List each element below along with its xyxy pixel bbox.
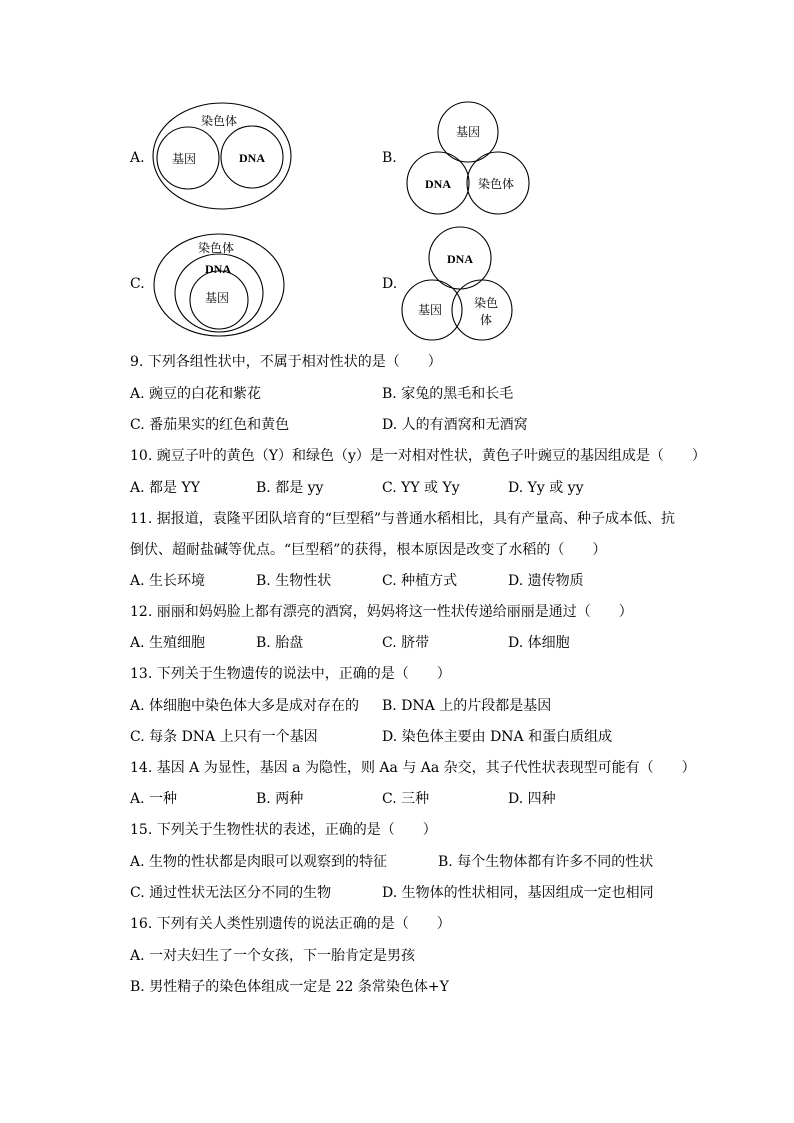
diagram-option-a-letter: A. <box>130 150 145 166</box>
question-9-option-b[interactable]: B. 家兔的黑毛和长毛 <box>382 386 514 402</box>
label-dna: DNA <box>425 177 451 191</box>
diagram-option-b <box>400 100 535 218</box>
question-11-option-d[interactable]: D. 遗传物质 <box>508 573 584 589</box>
question-9-stem: 9. 下列各组性状中，不属于相对性状的是（ ） <box>130 354 442 370</box>
question-9-option-c[interactable]: C. 番茄果实的红色和黄色 <box>130 417 290 433</box>
diagram-option-c-letter: C. <box>130 276 145 292</box>
question-12-option-d[interactable]: D. 体细胞 <box>508 635 570 651</box>
question-12-option-a[interactable]: A. 生殖细胞 <box>130 635 206 651</box>
question-13-option-c[interactable]: C. 每条 DNA 上只有一个基因 <box>130 729 318 745</box>
label-chromosome: 染色体 <box>478 177 515 191</box>
question-11-option-a[interactable]: A. 生长环境 <box>130 573 206 589</box>
question-14-option-d[interactable]: D. 四种 <box>508 791 556 807</box>
question-12-option-c[interactable]: C. 脐带 <box>382 635 430 651</box>
diagram-option-c <box>150 230 295 340</box>
question-11-option-b[interactable]: B. 生物性状 <box>256 573 332 589</box>
label-chromosome: 染色体 <box>201 114 238 128</box>
question-15-option-d[interactable]: D. 生物体的性状相同，基因组成一定也相同 <box>382 885 654 901</box>
question-9-option-d[interactable]: D. 人的有酒窝和无酒窝 <box>382 417 528 433</box>
question-15-option-a[interactable]: A. 生物的性状都是肉眼可以观察到的特征 <box>130 854 388 870</box>
question-14-stem: 14. 基因 A 为显性，基因 a 为隐性，则 Aa 与 Aa 杂交，其子代性状表现型可能有（ ） <box>130 760 696 776</box>
question-15-stem: 15. 下列关于生物性状的表述，正确的是（ ） <box>130 822 437 838</box>
label-gene: 基因 <box>205 291 230 305</box>
label-dna: DNA <box>205 262 231 276</box>
question-16-stem: 16. 下列有关人类性别遗传的说法正确的是（ ） <box>130 916 451 932</box>
question-10-option-c[interactable]: C. YY 或 Yy <box>382 480 460 496</box>
label-chromosome-line2: 体 <box>480 313 493 327</box>
chromosome-circle <box>452 280 512 340</box>
label-chromosome-line1: 染色 <box>474 296 499 310</box>
question-12-stem: 12. 丽丽和妈妈脸上都有漂亮的酒窝，妈妈将这一性状传递给丽丽是通过（ ） <box>130 604 633 620</box>
diagram-option-d-letter: D. <box>382 276 398 292</box>
diagram-option-d <box>400 225 520 343</box>
question-11-stem-line2: 倒伏、超耐盐碱等优点。“巨型稻”的获得，根本原因是改变了水稻的（ ） <box>130 542 607 558</box>
label-gene: 基因 <box>418 303 443 317</box>
question-15-option-b[interactable]: B. 每个生物体都有许多不同的性状 <box>438 854 654 870</box>
label-gene: 基因 <box>456 125 481 139</box>
question-13-option-b[interactable]: B. DNA 上的片段都是基因 <box>382 698 552 714</box>
question-16-option-a[interactable]: A. 一对夫妇生了一个女孩，下一胎肯定是男孩 <box>130 948 416 964</box>
question-10-option-b[interactable]: B. 都是 yy <box>256 480 324 496</box>
question-15-option-c[interactable]: C. 通过性状无法区分不同的生物 <box>130 885 332 901</box>
diagram-option-b-letter: B. <box>382 150 397 166</box>
diagram-option-a <box>150 100 300 215</box>
question-12-option-b[interactable]: B. 胎盘 <box>256 635 304 651</box>
label-dna: DNA <box>447 252 473 266</box>
question-10-option-d[interactable]: D. Yy 或 yy <box>508 480 584 496</box>
question-16-option-b[interactable]: B. 男性精子的染色体组成一定是 22 条常染色体+Y <box>130 979 449 995</box>
question-14-option-c[interactable]: C. 三种 <box>382 791 430 807</box>
question-14-option-b[interactable]: B. 两种 <box>256 791 304 807</box>
question-10-stem: 10. 豌豆子叶的黄色（Y）和绿色（y）是一对相对性状，黄色子叶豌豆的基因组成是（ ） <box>130 448 706 464</box>
question-13-option-d[interactable]: D. 染色体主要由 DNA 和蛋白质组成 <box>382 729 613 745</box>
question-9-option-a[interactable]: A. 豌豆的白花和紫花 <box>130 386 262 402</box>
question-13-option-a[interactable]: A. 体细胞中染色体大多是成对存在的 <box>130 698 360 714</box>
label-dna: DNA <box>239 151 265 165</box>
question-11-option-c[interactable]: C. 种植方式 <box>382 573 458 589</box>
question-10-option-a[interactable]: A. 都是 YY <box>130 480 200 496</box>
question-11-stem-line1: 11. 据报道，袁隆平团队培育的“巨型稻”与普通水稻相比，具有产量高、种子成本低、抗 <box>130 511 676 527</box>
question-14-option-a[interactable]: A. 一种 <box>130 791 178 807</box>
question-13-stem: 13. 下列关于生物遗传的说法中，正确的是（ ） <box>130 666 451 682</box>
label-gene: 基因 <box>172 152 197 166</box>
label-chromosome: 染色体 <box>198 241 235 255</box>
